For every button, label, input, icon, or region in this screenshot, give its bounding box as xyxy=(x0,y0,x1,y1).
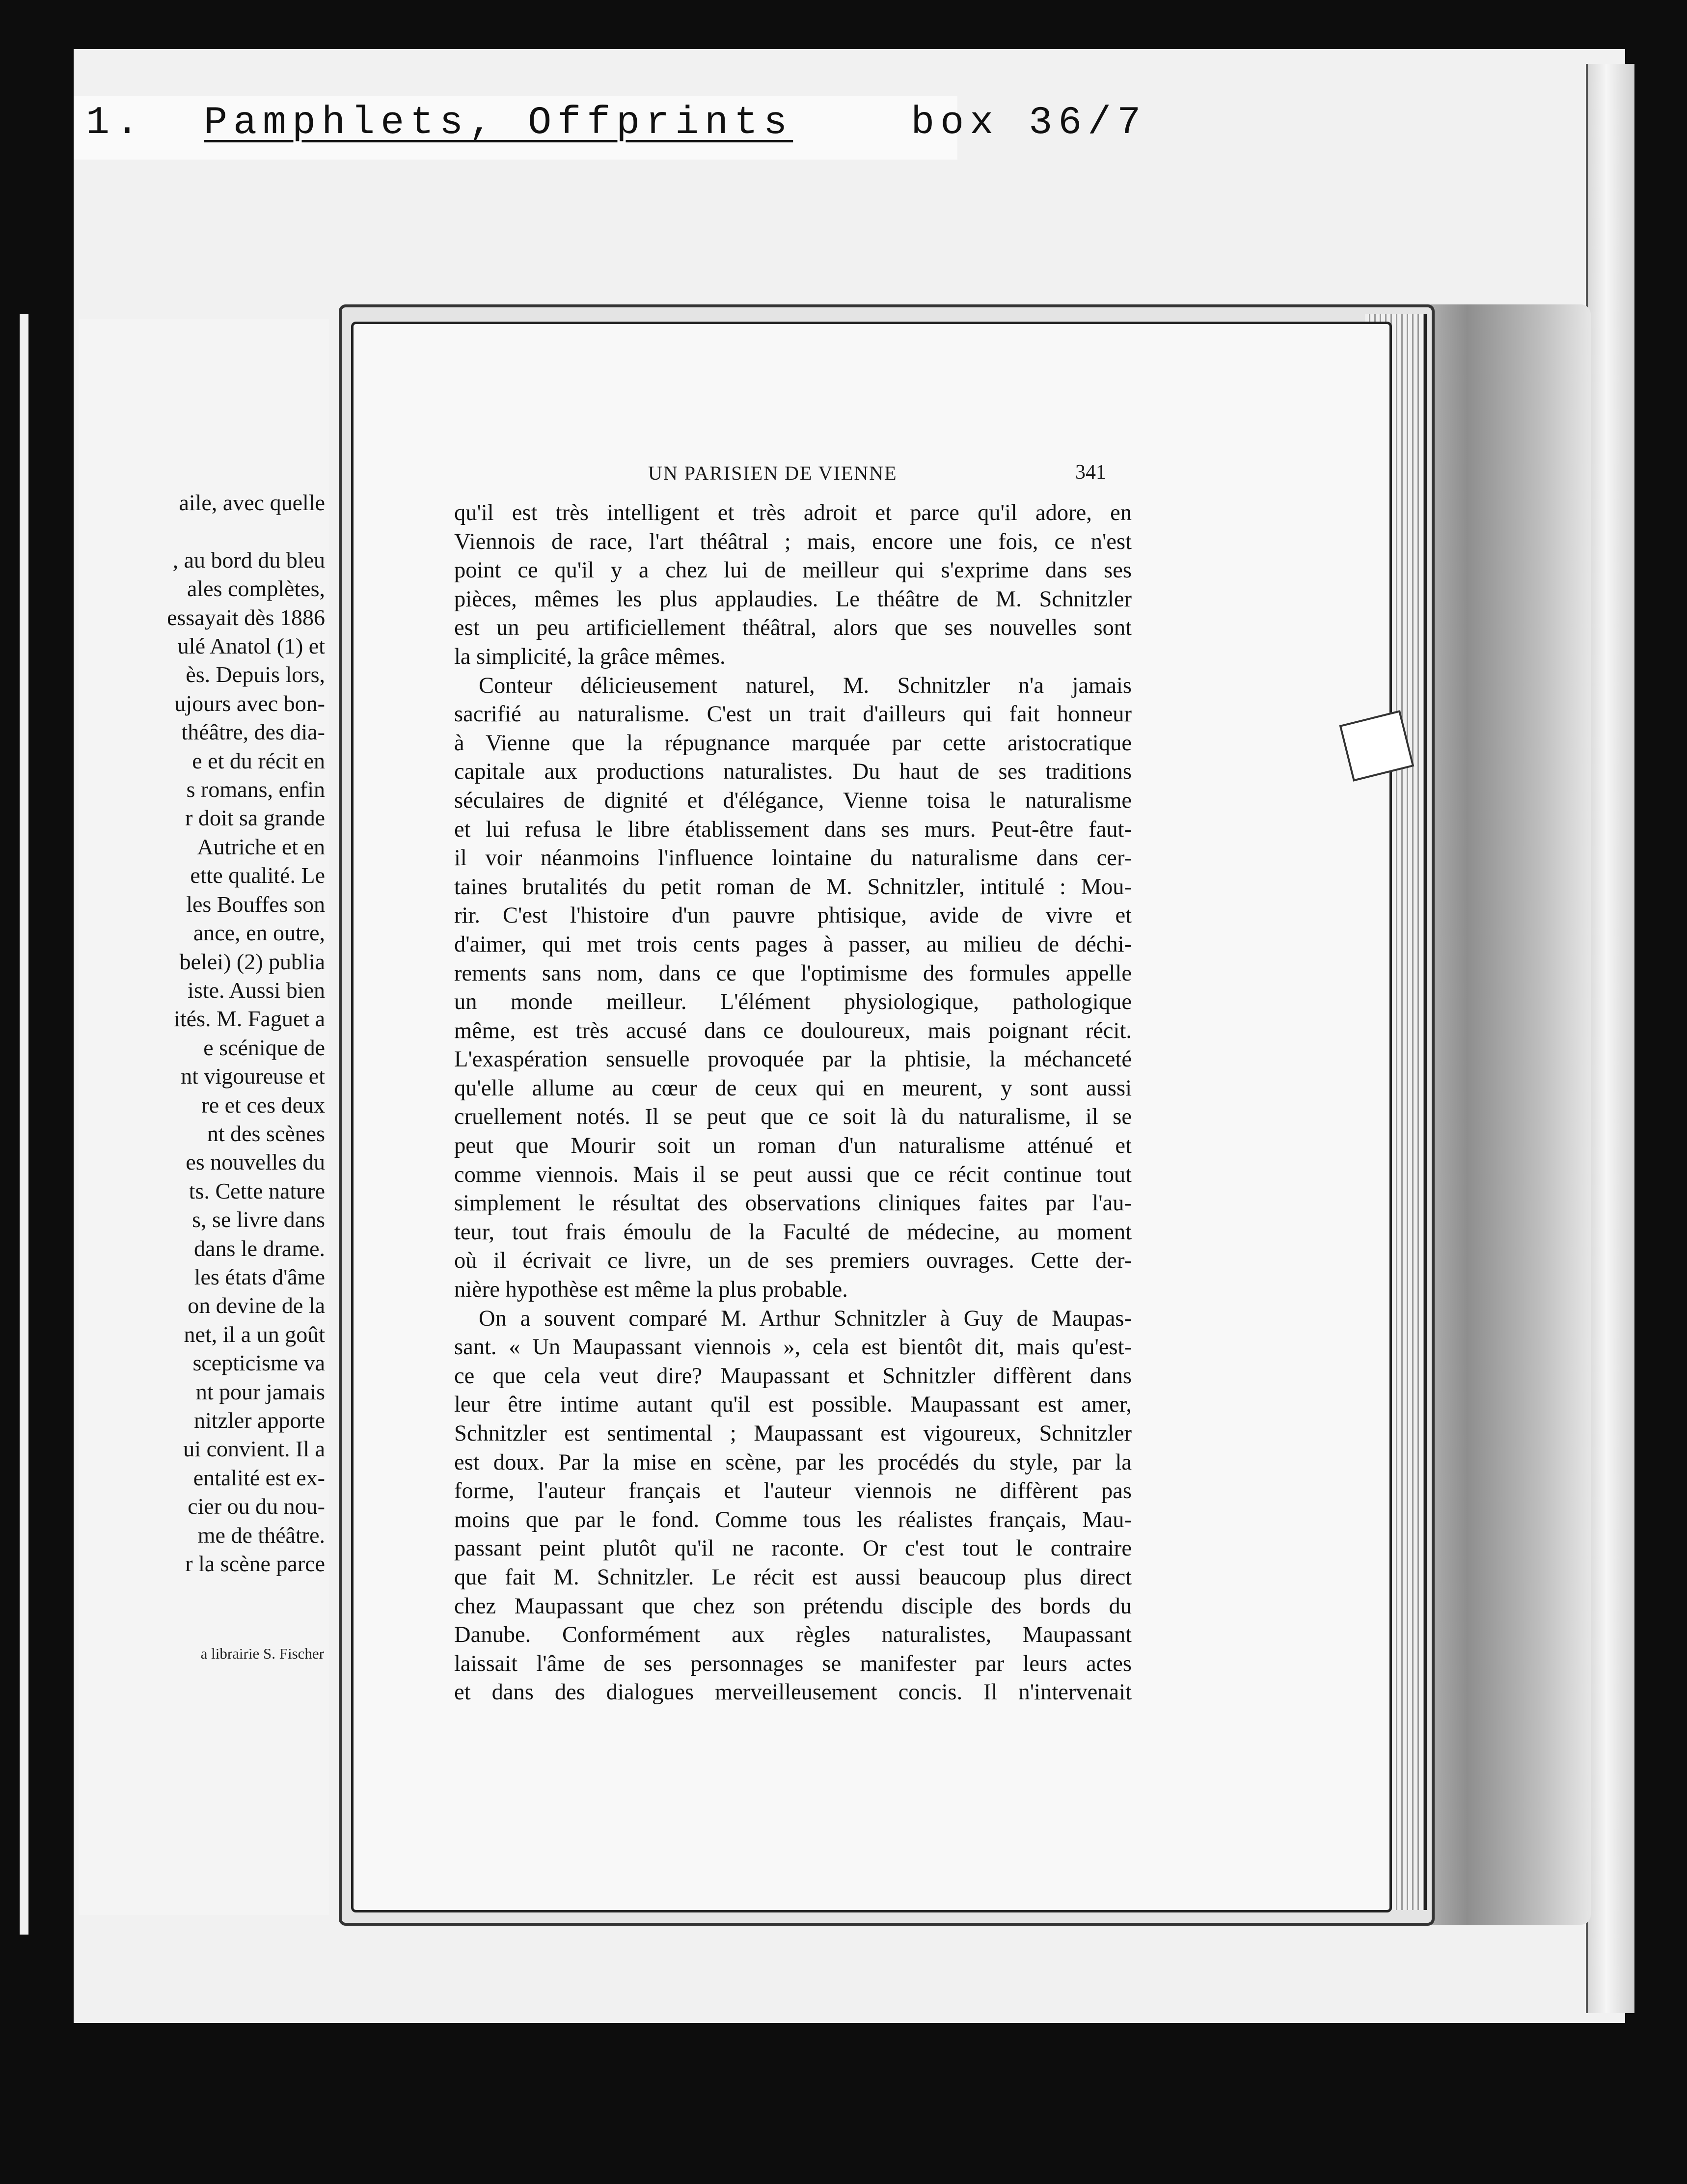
left-page-line: es nouvelles du xyxy=(186,1149,325,1175)
left-page-line: r doit sa grande xyxy=(185,805,325,831)
left-page-line: e et du récit en xyxy=(192,748,325,773)
article-line: Danube. Conformément aux règles naturalistes, Maupassant xyxy=(454,1622,1132,1648)
article-line: sant. « Un Maupassant viennois », cela est bientôt dit, mais qu'est- xyxy=(454,1335,1132,1360)
left-page-line: ès. Depuis lors, xyxy=(186,662,325,687)
article-line: même, est très accusé dans ce douloureux, mais poignant récit. xyxy=(454,1018,1132,1043)
article-line: L'exaspération sensuelle provoquée par la phtisie, la méchanceté xyxy=(454,1047,1132,1072)
left-page-line: Autriche et en xyxy=(197,834,325,859)
article-line: leur être intime autant qu'il est possible. Maupassant est amer, xyxy=(454,1392,1132,1418)
left-page-line: nt pour jamais xyxy=(195,1379,325,1404)
left-page-line: scepticisme va xyxy=(192,1350,325,1376)
article-line: taines brutalités du petit roman de M. Schnitzler, intitulé : Mou- xyxy=(454,874,1132,900)
left-page-line: belei) (2) publia xyxy=(179,949,325,974)
left-page-line: cier ou du nou- xyxy=(188,1494,325,1519)
article-line: un monde meilleur. L'élément physiologique, pathologique xyxy=(454,989,1132,1015)
article-line: qu'elle allume au cœur de ceux qui en meurent, y sont aussi xyxy=(454,1075,1132,1101)
left-page-line: les états d'âme xyxy=(194,1264,325,1289)
left-gutter xyxy=(20,314,28,1935)
left-page-line: ales complètes, xyxy=(187,576,325,601)
article-line: sacrifié au naturalisme. C'est un trait d'ailleurs qui fait honneur xyxy=(454,702,1132,727)
article-line: que fait M. Schnitzler. Le récit est aussi beaucoup plus direct xyxy=(454,1564,1132,1590)
left-page-line: ujours avec bon- xyxy=(174,690,325,716)
left-page-line: ts. Cette nature xyxy=(189,1178,325,1203)
article-line: Viennois de race, l'art théâtral ; mais, encore une fois, ce n'est xyxy=(454,529,1132,554)
article-line: d'aimer, qui met trois cents pages à passer, au milieu de déchi- xyxy=(454,931,1132,957)
left-page-line: aile, avec quelle xyxy=(179,490,325,515)
left-page-line: nt vigoureuse et xyxy=(181,1064,325,1089)
left-page-line: s romans, enfin xyxy=(186,777,325,802)
left-page-line: e scénique de xyxy=(203,1035,325,1060)
archive-label xyxy=(86,101,1146,145)
article-line: forme, l'auteur français et l'auteur viennois ne diffèrent pas xyxy=(454,1478,1132,1504)
left-page-line: nt des scènes xyxy=(207,1120,325,1146)
page-number: 341 xyxy=(1075,461,1106,484)
left-page-line: essayait dès 1886 xyxy=(167,604,325,630)
left-page-line: théâtre, des dia- xyxy=(181,719,325,745)
article-line: moins que par le fond. Comme tous les réalistes français, Mau- xyxy=(454,1507,1132,1532)
left-facing-page xyxy=(79,319,329,1915)
article-line: où il écrivait ce livre, un de ses premiers ouvrages. Cette der- xyxy=(454,1248,1132,1274)
left-page-line: s, se livre dans xyxy=(192,1207,325,1232)
left-page-line: r la scène parce xyxy=(185,1551,325,1577)
left-page-line: nitzler apporte xyxy=(194,1408,325,1433)
article-line: rir. C'est l'histoire d'un pauvre phtisique, avide de vivre et xyxy=(454,903,1132,928)
article-line: nière hypothèse est même la plus probable. xyxy=(454,1277,848,1303)
article-line: chez Maupassant que chez son prétendu disciple des bords du xyxy=(454,1593,1132,1619)
left-page-line: ités. M. Faguet a xyxy=(174,1006,325,1032)
article-line: ce que cela veut dire? Maupassant et Schnitzler diffèrent dans xyxy=(454,1363,1132,1389)
article-line: la simplicité, la grâce mêmes. xyxy=(454,644,726,669)
left-page-text xyxy=(79,489,325,1578)
article-body xyxy=(454,499,1132,1707)
article-line: comme viennois. Mais il se peut aussi que ce récit continue tout xyxy=(454,1162,1132,1187)
article-line: peut que Mourir soit un roman d'un naturalisme atténué et xyxy=(454,1133,1132,1159)
left-page-line: dans le drame. xyxy=(194,1235,325,1261)
article-line: cruellement notés. Il se peut que ce soit là du naturalisme, il se xyxy=(454,1104,1132,1130)
left-page-line: on devine de la xyxy=(188,1293,325,1318)
article-line: Conteur délicieusement naturel, M. Schnitzler n'a jamais xyxy=(479,673,1132,698)
article-line: passant peint plutôt qu'il ne raconte. Or c'est tout le contraire xyxy=(454,1536,1132,1561)
left-page-line: entalité est ex- xyxy=(193,1465,325,1490)
article-line: point ce qu'il y a chez lui de meilleur qui s'exprime dans ses xyxy=(454,558,1132,583)
left-page-line: ance, en outre, xyxy=(193,920,325,946)
article-line: séculaires de dignité et d'élégance, Vienne toisa le naturalisme xyxy=(454,788,1132,813)
box-label: box 36/7 xyxy=(911,101,1147,145)
article-line: rements sans nom, dans ce que l'optimisme des formules appelle xyxy=(454,960,1132,986)
article-line: il voir néanmoins l'influence lointaine du naturalisme dans cer- xyxy=(454,846,1132,871)
series-label: Pamphlets, Offprints xyxy=(204,101,793,145)
left-page-line xyxy=(79,517,325,546)
running-head: UN PARISIEN DE VIENNE xyxy=(648,462,898,484)
article-line: On a souvent comparé M. Arthur Schnitzler à Guy de Maupas- xyxy=(479,1306,1132,1331)
article-line: est doux. Par la mise en scène, par les procédés du style, par la xyxy=(454,1449,1132,1475)
article-line: à Vienne que la répugnance marquée par cette aristocratique xyxy=(454,730,1132,756)
article-line: qu'il est très intelligent et très adroit et parce qu'il adore, en xyxy=(454,500,1132,525)
article-line: et dans des dialogues merveilleusement concis. Il n'intervenait xyxy=(454,1680,1132,1705)
left-page-line: net, il a un goût xyxy=(184,1321,325,1347)
article-line: laissait l'âme de ses personnages se manifester par leurs actes xyxy=(454,1651,1132,1676)
left-page-footnote: a librairie S. Fischer xyxy=(200,1645,324,1662)
left-page-line: ette qualité. Le xyxy=(190,863,325,888)
left-page-line: me de théâtre. xyxy=(197,1522,325,1548)
article-line: teur, tout frais émoulu de la Faculté de médecine, au moment xyxy=(454,1219,1132,1245)
left-page-line: re et ces deux xyxy=(201,1092,325,1118)
article-line: est un peu artificiellement théâtral, alors que ses nouvelles sont xyxy=(454,615,1132,641)
article-line: et lui refusa le libre établissement dans ses murs. Peut-être faut- xyxy=(454,817,1132,842)
article-line: simplement le résultat des observations cliniques faites par l'au- xyxy=(454,1191,1132,1216)
left-page-line: ui convient. Il a xyxy=(183,1436,325,1462)
left-page-line: les Bouffes son xyxy=(186,891,325,917)
mount-sheet-edge xyxy=(1586,64,1634,2013)
left-page-line: ulé Anatol (1) et xyxy=(177,633,325,659)
article-line: pièces, mêmes les plus applaudies. Le théâtre de M. Schnitzler xyxy=(454,586,1132,612)
article-line: capitale aux productions naturalistes. Du haut de ses traditions xyxy=(454,759,1132,785)
left-page-line: iste. Aussi bien xyxy=(188,977,325,1003)
left-page-line: , au bord du bleu xyxy=(172,547,325,573)
article-line: Schnitzler est sentimental ; Maupassant est vigoureux, Schnitzler xyxy=(454,1421,1132,1446)
item-number: 1. xyxy=(86,101,145,145)
